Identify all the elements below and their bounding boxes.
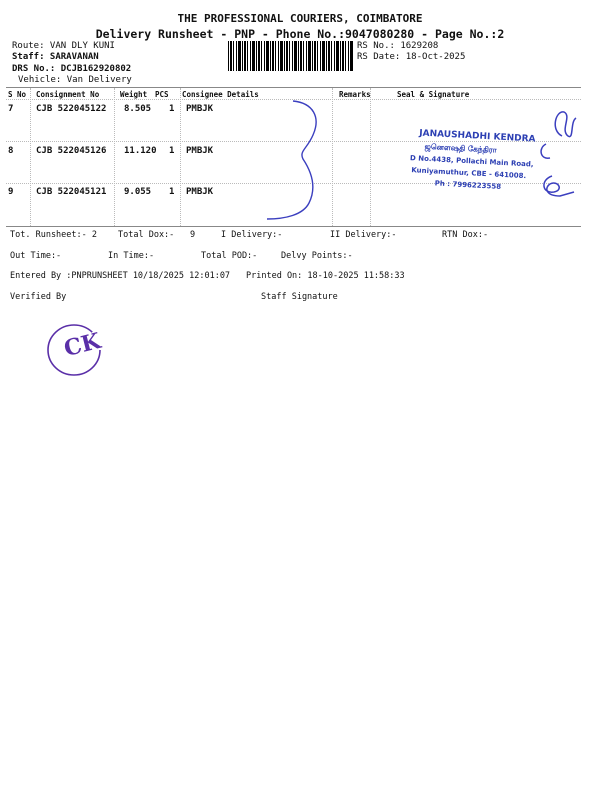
row-weight: 8.505 — [124, 104, 152, 114]
ck-initials: CK — [61, 327, 104, 363]
vehicle-label: Vehicle: Van Delivery — [18, 75, 132, 85]
entered-by: Entered By :PNPRUNSHEET 10/18/2025 12:01:07 — [10, 271, 231, 281]
staff-label: Staff: SARAVANAN — [12, 52, 99, 62]
row-weight: 9.055 — [124, 187, 152, 197]
row-consignment: CJB 522045126 — [36, 146, 107, 156]
col-remarks: Remarks — [339, 90, 371, 99]
stamp-phone: Ph : 7996223558 — [434, 179, 502, 191]
row-consignment: CJB 522045121 — [36, 187, 107, 197]
row-pcs: 1 — [169, 146, 175, 156]
row-pcs: 1 — [169, 104, 175, 114]
col-seal-signature: Seal & Signature — [397, 90, 470, 99]
col-weight: Weight — [120, 90, 148, 99]
verified-by: Verified By — [10, 292, 67, 302]
row-consignment: CJB 522045122 — [36, 104, 107, 114]
rs-number: RS No.: 1629208 — [357, 41, 439, 51]
col-pcs: PCS — [155, 90, 169, 99]
stamp-address-1: D No.4438, Pollachi Main Road, — [409, 154, 534, 169]
total-pod: Total POD:- — [201, 251, 258, 261]
barcode — [228, 41, 353, 71]
total-dox-label: Total Dox:- — [118, 230, 175, 240]
handwritten-brace — [255, 95, 325, 225]
stamp-local-name: ஜனௌஷதி கேந்திரா — [424, 141, 497, 155]
staff-signature: Staff Signature — [261, 292, 338, 302]
in-time: In Time:- — [108, 251, 155, 261]
total-dox-value: 9 — [190, 230, 196, 240]
i-delivery: I Delivery:- — [221, 230, 283, 240]
col-consignee: Consignee Details — [182, 90, 259, 99]
row-sno: 9 — [8, 187, 14, 197]
col-consignment: Consignment No — [36, 90, 100, 99]
row-sno: 7 — [8, 104, 14, 114]
runsheet-subtitle: Delivery Runsheet - PNP - Phone No.:9047080280 - Page No.:2 — [95, 27, 505, 41]
row-pcs: 1 — [169, 187, 175, 197]
stamp-address-2: Kuniyamuthur, CBE - 641008. — [411, 166, 527, 181]
row-consignee: PMBJK — [186, 187, 214, 197]
seal-stamp — [378, 117, 554, 202]
rtn-dox: RTN Dox:- — [442, 230, 489, 240]
tot-runsheet: Tot. Runsheet:- 2 — [10, 230, 97, 240]
col-sno: S No — [8, 90, 27, 99]
row-weight: 11.120 — [124, 146, 157, 156]
drs-number: DRS No.: DCJB162920802 — [12, 64, 132, 74]
stamp-name: JANAUSHADHI KENDRA — [419, 128, 536, 145]
row-consignee: PMBJK — [186, 104, 214, 114]
out-time: Out Time:- — [10, 251, 62, 261]
ii-delivery: II Delivery:- — [330, 230, 397, 240]
company-title: THE PROFESSIONAL COURIERS, COIMBATORE — [177, 12, 423, 25]
row-consignee: PMBJK — [186, 146, 214, 156]
delvy-points: Delvy Points:- — [281, 251, 353, 261]
printed-on: Printed On: 18-10-2025 11:58:33 — [246, 271, 405, 281]
row-sno: 8 — [8, 146, 14, 156]
signature-scribble — [530, 100, 580, 205]
rs-date: RS Date: 18-Oct-2025 — [357, 52, 466, 62]
route-label: Route: VAN DLY KUNI — [12, 41, 115, 51]
